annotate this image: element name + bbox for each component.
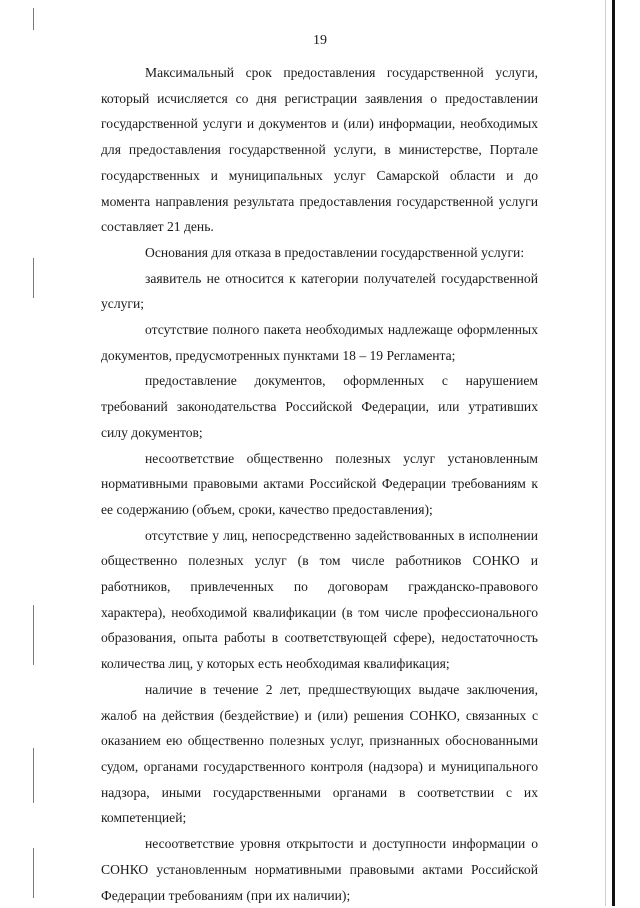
scan-edge-shadow xyxy=(605,0,606,906)
scan-edge-border xyxy=(612,0,615,906)
scan-margin-mark xyxy=(33,605,34,665)
paragraph-nonconformity-services: несоответствие общественно полезных услуг установленным нормативными правовыми актами Российской Федерации требованиям к ее содержанию (объем, сроки, качество предоставления); xyxy=(101,450,538,517)
paragraph-not-eligible: заявитель не относится к категории получателей государственной услуги; xyxy=(101,270,538,312)
scan-margin-mark xyxy=(33,8,34,30)
paragraph-lack-qualification: отсутствие у лиц, непосредственно задействованных в исполнении общественно полезных услуг (в том числе работников СОНКО и работников, привлеченных по договорам гражданско-правового характера), необходимой квалификации (в том числе профессионального образования, опыта работы в соответствующей сфере), недостаточность количества лиц, у которых есть необходимая квалификация; xyxy=(101,527,538,672)
paragraph-invalid-documents: предоставление документов, оформленных с нарушением требований законодательства Российской Федерации, или утративших силу документов; xyxy=(101,373,538,440)
paragraph-complaints: наличие в течение 2 лет, предшествующих выдаче заключения, жалоб на действия (бездействие) и (или) решения СОНКО, связанных с оказанием ею общественно полезных услуг, признанных обоснованными судом, органами государственного контроля (надзора) и муниципального надзора, иными государственными органами в соответствии с их компетенцией; xyxy=(101,681,538,826)
scan-margin-mark xyxy=(33,258,34,298)
paragraph-incomplete-documents: отсутствие полного пакета необходимых надлежаще оформленных документов, предусмотренных пунктами 18 – 19 Регламента; xyxy=(101,322,538,363)
page-number: 19 xyxy=(313,33,327,48)
paragraph-max-term: Максимальный срок предоставления государственной услуги, который исчисляется со дня регистрации заявления о предоставлении государственной услуги и документов и (или) информации, необходимых для предоставления государственной услуги, в министерстве, Портале государственных и муниципальных услуг Самарской области и до момента направления результата предоставления государственной услуги составляет 21 день. xyxy=(101,65,538,235)
paragraph-openness: несоответствие уровня открытости и доступности информации о СОНКО установленным нормативными правовыми актами Российской Федерации требованиям (при их наличии); xyxy=(101,836,538,903)
scan-margin-mark xyxy=(33,848,34,898)
paragraph-refusal-grounds: Основания для отказа в предоставлении государственной услуги: xyxy=(145,244,525,260)
body-text xyxy=(101,60,538,908)
scan-margin-mark xyxy=(33,748,34,803)
